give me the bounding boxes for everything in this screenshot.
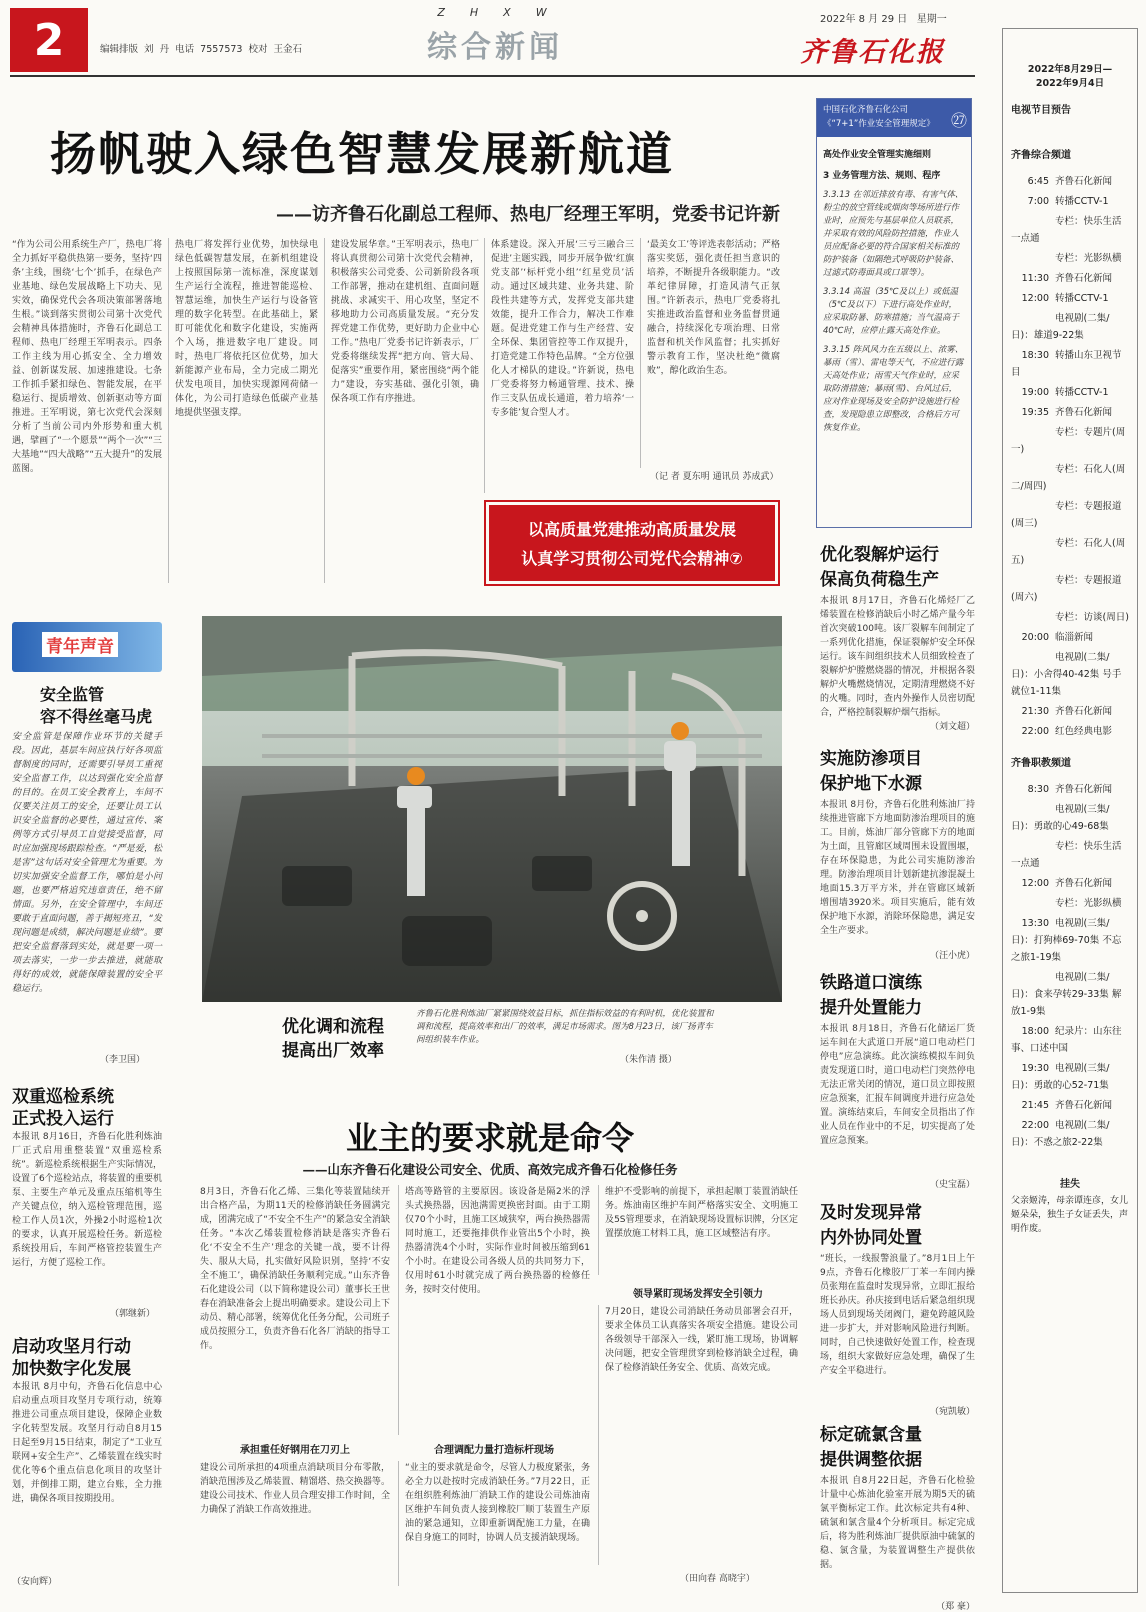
right-news-author: （郑 豪） — [936, 1602, 975, 1612]
tv-program — [1011, 535, 1129, 569]
lead-col-4: 体系建设。深入开展‘三亏三融合三促进’主题实践，同步开展争做‘红旗党支部’‘标杆党小组’‘红星党员’活动。通过区域共建、业务共建、阶段性共建等方式，发挥党支部共建效能，提升工作合力，解决工作难题。促进党建工作与生产经营、安全环保、集团管控等工作双提升，打造党建工作特色品牌。“全方位强化人才梯队的建设。”许新说，热电厂党委将努力畅通管理、技术、操作三支队伍成长通道，着力培养‘一专多能’复合型人才。 — [484, 238, 634, 493]
column-title-1: 安全监管 — [40, 685, 105, 704]
tv-program-name: 齐鲁石化新闻 — [1055, 273, 1113, 284]
right-news-title-2: 保护地下水源 — [820, 774, 922, 794]
bottom-col-1b: 建设公司所承担的4项重点消缺项目分布零散，消缺范围涉及乙烯装置、精馏塔、热交换器等。建设公司技术、作业人员合理安排工作时间，全力确保了消缺工作高效推进。 — [200, 1463, 390, 1515]
tv-program-name: 专栏：专题报道(周三) — [1011, 501, 1122, 529]
tv-program — [1011, 969, 1129, 1020]
tv-program — [1011, 173, 1129, 190]
tv-program-name: 齐鲁石化新闻 — [1055, 706, 1113, 717]
regulation-badge: ㉗ — [950, 111, 967, 130]
feature-photo — [202, 616, 782, 1002]
issue-date: 2022年 8 月 29 日 星期一 — [820, 14, 947, 25]
tv-program — [1011, 1060, 1129, 1094]
lead-col-5: ‘最美女工’等评选表彰活动；严格落实奖惩，强化责任担当意识的培养，不断提升各级职能力。“改革纪律屏障，打造风清气正氛围。”许新表示，热电厂党委将扎实推进政治监督和业务监督贯通融合，持续深化专项治理、日常监督和机关作风监督；扎实抓好警示教育工作，坚决杜绝“微腐败”，醇化政治生态。 — [640, 238, 780, 468]
right-news-text: 本报讯 8月18日，齐鲁石化储运厂货运车间在大武道口开展“道口电动栏门停电”应急演练。此次演练模拟车间负责发现道口时，道口电动栏门突然停电无法正常关闭的情况，道口员立即按照应急预案，汇报车间调度并进行应急处置。演练结束后，车间安全员指出了作业人员在作业中的不足，切实提高了处置应急预案。 — [820, 1024, 975, 1146]
bottom-author: （田向春 高晓宇） — [680, 1574, 755, 1584]
tv-program-name: 转播CCTV-1 — [1055, 387, 1109, 398]
tv-program-time: 8:30 — [1027, 784, 1049, 795]
section-pinyin: Z H X W — [437, 6, 553, 19]
tv-program-time: 12:00 — [1021, 293, 1049, 304]
right-news-title-1: 及时发现异常 — [820, 1203, 922, 1223]
bottom-col-2-head: 合理调配力量打造标杆现场 — [434, 1445, 554, 1456]
lead-subtitle: ——访齐鲁石化副总工程师、热电厂经理王军明，党委书记许新 — [276, 204, 780, 225]
tv-program-name: 专栏：快乐生活一点通 — [1011, 841, 1122, 869]
tv-program — [1011, 1023, 1129, 1057]
regulation-p2: 3.3.14 高温（35℃及以上）或低温（5℃及以下）下进行高处作业时，应采取防暑、防寒措施；当气温高于40℃时，应停止露天高处作业。 — [823, 287, 960, 336]
tv-program — [1011, 270, 1129, 287]
left-news-1-title-1: 双重巡检系统 — [12, 1087, 114, 1107]
column-title-2: 容不得丝毫马虎 — [40, 707, 153, 726]
tv-channel-2-list — [1011, 781, 1129, 1151]
tv-program-time: 21:45 — [1021, 1100, 1049, 1111]
tv-program-time: 20:00 — [1021, 632, 1049, 643]
right-news-title-1: 优化裂解炉运行 — [820, 545, 939, 565]
tv-program-name: 专栏：访谈(周日) — [1055, 612, 1129, 623]
tv-program-name: 专栏：专题报道(周六) — [1011, 575, 1122, 603]
photo-caption: 齐鲁石化胜利炼油厂紧紧围绕效益目标，抓住指标效益的有利时机，优化装置和调和流程，提高效率和出厂的效率，满足市场需求。图为8月23日，该厂扬青车间组织装车作业。 — [416, 1009, 714, 1045]
photo-credit: （朱作清 摄） — [620, 1055, 677, 1065]
tv-program — [1011, 290, 1129, 307]
right-news-title-2: 提供调整依据 — [820, 1450, 922, 1470]
tv-program — [1011, 193, 1129, 210]
tv-week: 2022年8月29日— 2022年9月4日 — [1027, 64, 1113, 89]
lead-col-3: 建设发展华章。”王军明表示，热电厂将认真贯彻公司第十次党代会精神，积极落实公司党委、公司新阶段各项工作部署，推动在建机组、直面问题挑战、求减实干、用心攻坚，坚定不移地助力公司高质量发展。“充分发挥党建工作优势，更好助力企业中心工作。”热电厂党委书记许新表示，厂党委将继续发挥“把方向、管大局、促落实”重要作用，紧密围绕“两个能力”建设，夯实基础、强化引领，确保各项工作有序推进。 — [324, 238, 479, 583]
right-news-title-2: 内外协同处置 — [820, 1228, 922, 1248]
tv-program-time: 21:30 — [1021, 706, 1049, 717]
tv-program-name: 电视剧(三集/日)：勇敢的心49-68集 — [1011, 804, 1110, 832]
right-news-author: （宛凯敏） — [929, 1407, 975, 1417]
tv-program — [1011, 572, 1129, 606]
tv-program — [1011, 461, 1129, 495]
tv-program-name: 红色经典电影 — [1055, 726, 1113, 737]
tv-program-name: 临淄新闻 — [1055, 632, 1094, 643]
bottom-col-1: 8月3日，齐鲁石化乙烯、三集化等装置陆续开出合格产品，为期11天的检修消缺任务圆满完成，团满完成了“不安全不生产”的紧急安全消缺任务。“本次乙烯装置检修消缺是落实齐鲁石化‘不安全不生产’理念的关键一战，要不计得失、服从大局，扎实做好风险识别，坚持‘不安全不施工’，确保消缺任务顺利完成。”山东齐鲁石化建设公司（以下简称建设公司）董事长王世春在消缺准备会上提出明确要求。建设公司上下动员、精心部署，统筹优化任务分配，公司班子成员按照分工，负责齐鲁石化各厂消缺的指导工作。 — [200, 1187, 390, 1351]
series-banner — [484, 500, 780, 586]
tv-program-time: 18:30 — [1021, 350, 1049, 361]
bottom-col-3b: 7月20日，建设公司消缺任务动员部署会召开，要求全体员工认真落实各项安全措施。建设公司各级领导干部深入一线，紧盯施工现场，协调解决问题，把安全管理贯穿到检修消缺全过程，确保了检修消缺任务安全、优质、高效完成。 — [598, 1305, 798, 1565]
left-news-2-title-2: 加快数字化发展 — [12, 1359, 131, 1379]
lead-headline: 扬帆驶入绿色智慧发展新航道 — [50, 127, 674, 181]
right-news-author: （刘文超） — [929, 722, 975, 732]
right-news-title-2: 提升处置能力 — [820, 998, 922, 1018]
column-tag-label: 青年声音 — [42, 632, 118, 657]
left-news-1-title-2: 正式投入运行 — [12, 1109, 114, 1129]
series-banner-line-2: 认真学习贯彻公司党代会精神⑦ — [521, 549, 743, 568]
tv-program — [1011, 310, 1129, 344]
tv-program-name: 专栏：石化人(周二/周四) — [1011, 464, 1126, 492]
bottom-col-3: 维护不受影响的前提下，承担起顺丁装置消缺任务。炼油南区维护车间严格落实安全、文明施工及5S管理要求，在消缺现场设置标识牌，分区定置摆放施工材料工具，施工区域整洁有序。 — [598, 1185, 798, 1275]
tv-notice-title: 挂失 — [1060, 1179, 1080, 1190]
right-news-text: 本报讯 8月份，齐鲁石化胜利炼油厂持续推进管廊下方地面防渗治理项目的施工。目前，炼油厂部分管廊下方的地面为土面，且管廊区域周围未设置围堰，存在环保隐患，为此公司实施防渗治理。防渗治理项目计划新建抗渗混凝土地面15.3万平方米，并在管廊区域新增围墙3920米。项目实施后，能有效保护地下水源，消除环保隐患，满足安全生产要求。 — [820, 800, 975, 936]
right-news-text: 本报讯 8月17日，齐鲁石化烯烃厂乙烯装置在检修消缺后小时乙烯产量今年首次突破100吨。该厂裂解车间制定了一系列优化措施，保证裂解炉安全环保运行。该车间组织技术人员细致检查了裂解炉炉膛燃烧器的情况，并根据各裂解炉火嘴燃烧情况，定期清理燃烧不好的火嘴。同时，查内外操作人员密切配合，严格控制裂解炉烟气指标。 — [820, 596, 975, 718]
tv-channel-1-list — [1011, 173, 1129, 740]
regulation-p1: 3.3.13 在邻近排放有毒、有害气体、粉尘的放空管线或烟囱等场所进行作业时，应预先与基层单位人员联系，并采取有效的风险防控措施，作业人员应配备必要的符合国家相关标准的防护装备（如隔绝式呼吸防护装备、过滤式防毒面具或口罩等）。 — [823, 190, 964, 278]
tv-program — [1011, 895, 1129, 912]
left-news-2-title-1: 启动攻坚月行动 — [12, 1337, 131, 1357]
tv-program — [1011, 1097, 1129, 1114]
tv-heading: 电视节目预告 — [1011, 105, 1071, 116]
tv-program-name: 转播CCTV-1 — [1055, 293, 1109, 304]
tv-program-time: 22:00 — [1021, 726, 1049, 737]
tv-program — [1011, 384, 1129, 401]
tv-program-name: 电视剧(二集/日)：食来孕转29-33集 解放1-9集 — [1011, 972, 1122, 1017]
regulation-header-line-2: 《“7+1”作业安全管理规定》 — [823, 119, 935, 129]
tv-notice-text: 父亲姬涛，母亲谭连彦，女儿姬朵朵，独生子女证丢失，声明作废。 — [1011, 1196, 1129, 1234]
page-number: 2 — [33, 14, 65, 66]
lead-col-1: “作为公司公用系统生产厂，热电厂将全力抓好平稳供热第一要务，坚持‘四条’主线，围绕‘七个’抓手，在绿色产业基地、绿色发展战略上下功夫、见实效，确保党代会各项决策部署落地生根。”谈到落实贯彻公司第十次党代会精神具体措施时，齐鲁石化副总工程师、热电厂经理王军明表示。四条工作主线为用心抓安全、全力增效益、创新谋发展、加速推建设。七条工作抓手紧扣绿色、智能发展，在平稳运行、提质增效、创新驱动等方面推进。王军明说，第七次党代会深刻分析了当前公司内外形势和重大机遇，擘画了“一个愿景”“两个一次”“三大基地”“四大战略”“五大提升”的发展蓝图。 — [12, 240, 162, 474]
tv-program-name: 电视剧(三集/日)：打狗棒69-70集 不忘之旅1-19集 — [1011, 918, 1122, 963]
column-author: （李卫国） — [100, 1055, 146, 1065]
column-text: 安全监管是保障作业环节的关键手段。因此，基层车间应执行好各项监督制度的同时，还需要引导员工重视安全监督工作，以达到强化安全监督的目的。在员工安全教育上，车间不仅要关注员工的安全，还要让员工认识安全监督的必要性，通过宣传、案例等方式引导员工自觉接受监督，同时应加强现场跟踪检查。“严是爱，松是害”这句话对安全管理尤为重要。为切实加强安全监督工作，哪怕是小问题，也要严格追究违章责任，绝不留情面。另外，在安全管理中，车间还要敢于直面问题，善于揭短亮丑，“发现问题是成绩，解决问题是业绩”。要把安全监督落到实处，就是要一项一项去落实，一步一步去推进，就能取得好的成效，就能保障装置的安全平稳运行。 — [12, 732, 162, 994]
section-title: 综合新闻 — [427, 30, 563, 65]
tv-program-time: 6:45 — [1027, 176, 1049, 187]
tv-program-time: 12:00 — [1021, 878, 1049, 889]
tv-program — [1011, 498, 1129, 532]
left-news-2-text: 本报讯 8月中旬，齐鲁石化信息中心启动重点项目攻坚月专项行动，统筹推进公司重点项目建设，保障企业数字化转型发展。攻坚月行动自8月15日起至9月15日结束，制定了“工业互联网+安全生产”、乙烯装置在线实时优化等6个重点信息化项目的攻坚计划，并倒排工期，建立台账，全力推进，确保各项目按期投用。 — [12, 1382, 162, 1504]
tv-program-name: 齐鲁石化新闻 — [1055, 176, 1113, 187]
tv-program — [1011, 609, 1129, 626]
tv-program — [1011, 629, 1129, 646]
tv-program-name: 齐鲁石化新闻 — [1055, 1100, 1113, 1111]
tv-program-name: 专栏：快乐生活一点通 — [1011, 216, 1122, 244]
tv-program — [1011, 801, 1129, 835]
tv-program-time: 18:00 — [1021, 1026, 1049, 1037]
lead-author: （记 者 夏东明 通讯员 苏成武） — [650, 472, 779, 482]
tv-program — [1011, 875, 1129, 892]
tv-program — [1011, 250, 1129, 267]
right-news-item — [820, 1198, 975, 1417]
tv-program-name: 转播CCTV-1 — [1055, 196, 1109, 207]
tv-program-name: 电视剧(二集/日)：不惑之旅2-22集 — [1011, 1120, 1110, 1148]
tv-program-time: 19:00 — [1021, 387, 1049, 398]
tv-program — [1011, 915, 1129, 966]
left-news-2-author: （安向辉） — [12, 1577, 58, 1587]
tv-channel-1: 齐鲁综合频道 — [1011, 150, 1071, 161]
right-news-title-1: 铁路道口演练 — [820, 973, 922, 993]
tv-program-name: 电视剧(二集/日)：小舍得40-42集 号手就位1-11集 — [1011, 652, 1122, 697]
photo-title-1: 优化调和流程 — [282, 1017, 384, 1037]
right-news-title-1: 实施防渗项目 — [820, 749, 922, 769]
left-news-1-author: （郭继新） — [110, 1309, 156, 1319]
right-news-text: 本报讯 自8月22日起，齐鲁石化检验计量中心炼油化验室开展为期5天的硫氯平衡标定工作。此次标定共有4种、硫氯和氯含量4个分析项目。标定完成后，将为胜利炼油厂提供原油中硫氯的稳、氯含量，为装置调整生产提供依据。 — [820, 1476, 975, 1570]
bottom-headline: 业主的要求就是命令 — [345, 1119, 634, 1157]
series-banner-line-1: 以高质量党建推动高质量发展 — [527, 520, 736, 539]
bottom-subtitle: ——山东齐鲁石化建设公司安全、优质、高效完成齐鲁石化检修任务 — [302, 1162, 678, 1177]
lead-col-2: 热电厂将发挥行业优势，加快绿电绿色低碳智慧发展，在新机组建设上按照国际第一流标准，深度谋划生产运行全流程，推进智能巡检、智慧运维，加快生产运行与设备管理的数字化转型。在此基础上，紧盯可能优化和数字化建设，实施两个入场，推进数字电厂建设。同时，热电厂将依托区位优势，加大新能源产业布局，全力完成二期光伏发电项目，加快实现源网荷储一体化，为公司打造绿色低碳产业基地提供坚强支撑。 — [168, 238, 318, 583]
tv-program — [1011, 723, 1129, 740]
photo-illustration — [202, 616, 782, 1002]
tv-program-name: 专栏：专题片(周一) — [1011, 427, 1126, 455]
tv-listing-panel — [1002, 28, 1138, 1593]
tv-program — [1011, 1117, 1129, 1151]
regulation-header — [817, 99, 971, 137]
editors-line: 编辑排版 刘 丹 电话 7557573 校对 王金石 — [100, 44, 303, 55]
tv-program — [1011, 838, 1129, 872]
column-tag — [12, 622, 162, 672]
tv-program-name: 专栏：光影纵横 — [1055, 898, 1122, 909]
right-news-author: （汪小虎） — [929, 951, 975, 961]
left-news-1-text: 本报讯 8月16日，齐鲁石化胜利炼油厂正式启用重整装置“双重巡检系统”。新巡检系统根据生产实际情况，设置了6个巡检站点，将装置的重要机泵、主要生产单元及重点压缩机等生产关键点位，纳入巡检管理范围，巡检工作人员1次，外操2小时巡检1次的要求，认真开展巡检任务。新巡检系统投用后，车间严格管控装置生产运行，方便了巡检工作。 — [12, 1132, 162, 1268]
bottom-col-2: 塔高等路管的主要原因。该设备是隔2米的浮头式换热器，因池满需更换密封面。由于工期仅70个小时，且施工区域狭窄，两台换热器需同时施工，还要拖排供作业管出5个小时，换热器清洗4个小时，实际作业时间被压缩到61个小时。在建设公司各级人员的共同努力下，仅用时61小时就完成了两台换热器的检修任务，按时交付使用。 — [398, 1185, 590, 1435]
right-news-column — [820, 540, 980, 1612]
right-news-item — [820, 540, 975, 732]
tv-program-time: 19:35 — [1021, 407, 1049, 418]
right-news-author: （史宝磊） — [929, 1180, 975, 1190]
regulation-p3: 3.3.15 阵风风力在五级以上、浓雾、暴雨（雪）、雷电等天气，不应进行露天高处作业；雨雪天气作业时，应采取防滑措施；暴雨(雪)、台风过后，应对作业现场及安全防护设施进行检查，发现隐患立即整改，合格后方可恢复作业。 — [823, 345, 964, 433]
tv-program-name: 转播山东卫视节目 — [1011, 350, 1122, 378]
regulation-title-1: 高处作业安全管理实施细则 — [823, 150, 932, 160]
tv-program-name: 电视剧(二集/日)：雄道9-22集 — [1011, 313, 1110, 341]
tv-program-name: 齐鲁石化新闻 — [1055, 784, 1113, 795]
tv-program-name: 齐鲁石化新闻 — [1055, 878, 1113, 889]
tv-program — [1011, 703, 1129, 720]
masthead-rule — [10, 75, 975, 77]
tv-program — [1011, 781, 1129, 798]
tv-program — [1011, 213, 1129, 247]
right-news-title-1: 标定硫氯含量 — [820, 1425, 922, 1445]
tv-program-time: 22:00 — [1021, 1120, 1049, 1131]
tv-program-name: 专栏：石化人(周五) — [1011, 538, 1126, 566]
right-news-item — [820, 968, 975, 1190]
right-news-item — [820, 1420, 975, 1612]
tv-program-time: 13:30 — [1021, 918, 1049, 929]
bottom-col-1-head: 承担重任好钢用在刀刃上 — [240, 1445, 350, 1456]
tv-program-name: 专栏：光影纵横 — [1055, 253, 1122, 264]
regulation-title-2: 3 业务管理方法、规则、程序 — [823, 171, 941, 181]
tv-program-name: 电视剧(三集/日)：勇敢的心52-71集 — [1011, 1063, 1110, 1091]
bottom-col-2b: “业主的要求就是命令，尽管人力极度紧张，务必全力以赴按时完成消缺任务。”7月22日，正在组织胜利炼油厂消缺工作的建设公司炼油南区维护车间负责人接到橡胶厂顺丁装置生产原油的紧急通知，立即重新调配施工力量，在确保自身施工的同时，协调人员支援消缺现场。 — [398, 1461, 590, 1586]
regulation-box — [816, 98, 972, 528]
bottom-col-3-head: 领导紧盯现场发挥安全引领力 — [633, 1289, 763, 1300]
right-news-text: “班长，一线报警浪量了。”8月1日上午9点，齐鲁石化橡胶厂丁苯一车间内操员张翔在监盘时发现异常，立即汇报给班长孙庆。孙庆接到电话后紧急组织现场人员到现场关闭阀门，避免跨越风险进一步扩大，并对影响风险进行判断。同时，自己快速做好处置工作，检查现场，组织大家做好应急处理，确保了生产安全平稳进行。 — [820, 1254, 975, 1376]
photo-title-2: 提高出厂效率 — [282, 1041, 384, 1061]
right-news-item — [820, 744, 975, 961]
tv-program-time: 7:00 — [1027, 196, 1049, 207]
tv-channel-2: 齐鲁职教频道 — [1011, 758, 1071, 769]
tv-program-time: 19:30 — [1021, 1063, 1049, 1074]
tv-program — [1011, 404, 1129, 421]
right-news-title-2: 保高负荷稳生产 — [820, 570, 939, 590]
tv-program-name: 纪录片：山东往事、口述中国 — [1011, 1026, 1122, 1054]
tv-program-time: 11:30 — [1021, 273, 1049, 284]
tv-program — [1011, 649, 1129, 700]
tv-program-name: 齐鲁石化新闻 — [1055, 407, 1113, 418]
paper-logo: 齐鲁石化报 — [800, 37, 945, 68]
tv-program — [1011, 424, 1129, 458]
tv-program — [1011, 347, 1129, 381]
regulation-header-line-1: 中国石化齐鲁石化公司 — [823, 105, 909, 115]
page-number-badge — [10, 8, 88, 72]
